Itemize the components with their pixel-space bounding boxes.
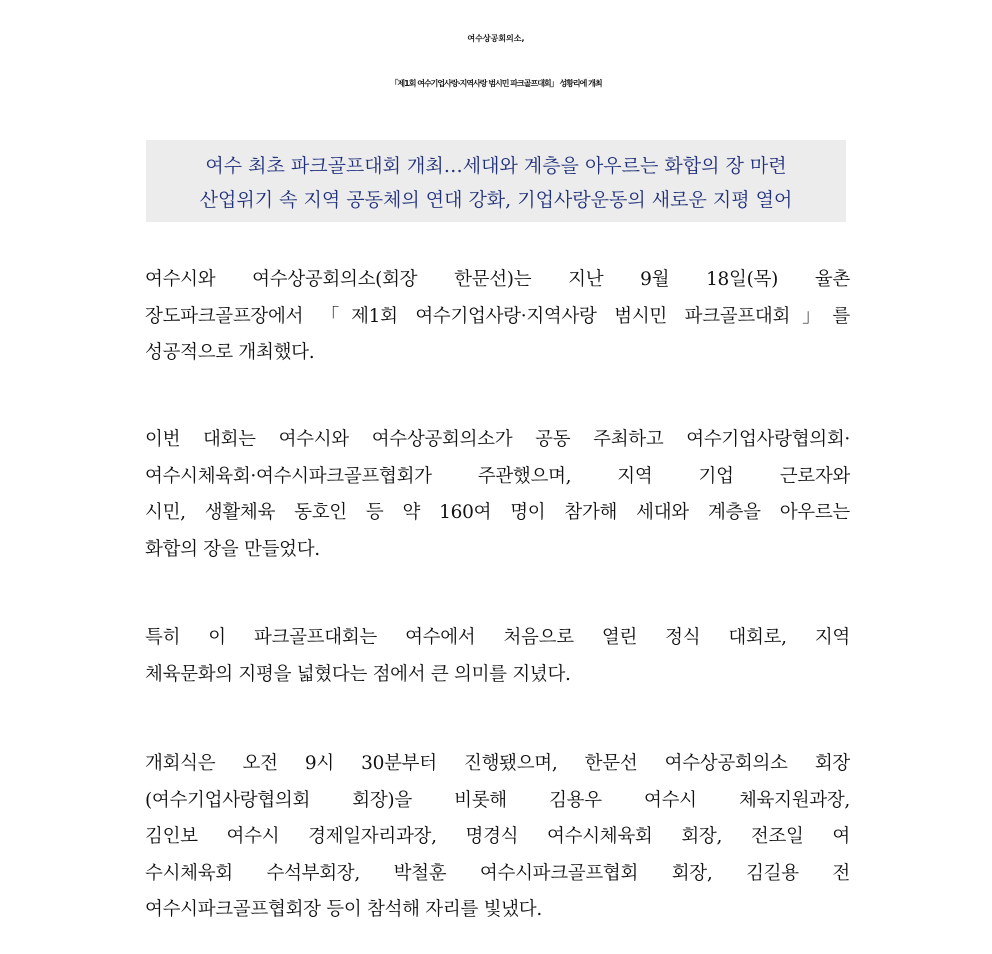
paragraph-line: 화합의 장을 만들었다. (145, 538, 320, 560)
body-paragraph-1 (145, 262, 850, 372)
body-paragraph-3 (145, 620, 850, 693)
headline-line-1: 여수상공회의소, (467, 34, 525, 43)
subheadline-line-2: 산업위기 속 지역 공동체의 연대 강화, 기업사랑운동의 새로운 지평 열어 (199, 189, 793, 211)
subheadline-box (146, 140, 846, 222)
paragraph-line: 이번 대회는 여수시와 여수상공회의소가 공동 주최하고 여수기업사랑협의회· (145, 429, 850, 450)
paragraph-line: 시민, 생활체육 동호인 등 약 160여 명이 참가해 세대와 계층을 아우르는 (145, 502, 850, 523)
subheadline-line-1: 여수 최초 파크골프대회 개최…세대와 계층을 아우르는 화합의 장 마련 (205, 155, 787, 177)
paragraph-line: 장도파크골프장에서 「제1회 여수기업사랑·지역사랑 범시민 파크골프대회」를 (145, 305, 850, 327)
body-paragraph-4 (145, 746, 850, 929)
body-paragraph-2 (145, 422, 850, 568)
paragraph-line: 여수시와 여수상공회의소(회장 한문선)는 지난 9월 18일(목) 율촌 (145, 269, 850, 290)
paragraph-line: 성공적으로 개최했다. (145, 342, 315, 363)
paragraph-line: 여수시체육회·여수시파크골프협회가 주관했으며, 지역 기업 근로자와 (145, 465, 850, 487)
paragraph-line: 수시체육회 수석부회장, 박철훈 여수시파크골프협회 회장, 김길용 전 (145, 862, 850, 884)
paragraph-line: (여수기업사랑협의회 회장)을 비롯해 김용우 여수시 체육지원과장, (145, 789, 850, 811)
paragraph-line: 개회식은 오전 9시 30분부터 진행됐으며, 한문선 여수상공회의소 회장 (145, 753, 850, 774)
paragraph-line: 김인보 여수시 경제일자리과장, 명경식 여수시체육회 회장, 전조일 여 (145, 826, 850, 847)
paragraph-line: 체육문화의 지평을 넓혔다는 점에서 큰 의미를 지녔다. (145, 663, 571, 685)
paragraph-line: 여수시파크골프협회장 등이 참석해 자리를 빛냈다. (145, 899, 542, 920)
paragraph-line: 특히 이 파크골프대회는 여수에서 처음으로 열린 정식 대회로, 지역 (145, 627, 850, 648)
headline-line-2: 「제1회 여수기업사랑·지역사랑 범시민 파크골프대회」 성황리에 개최 (390, 79, 602, 88)
